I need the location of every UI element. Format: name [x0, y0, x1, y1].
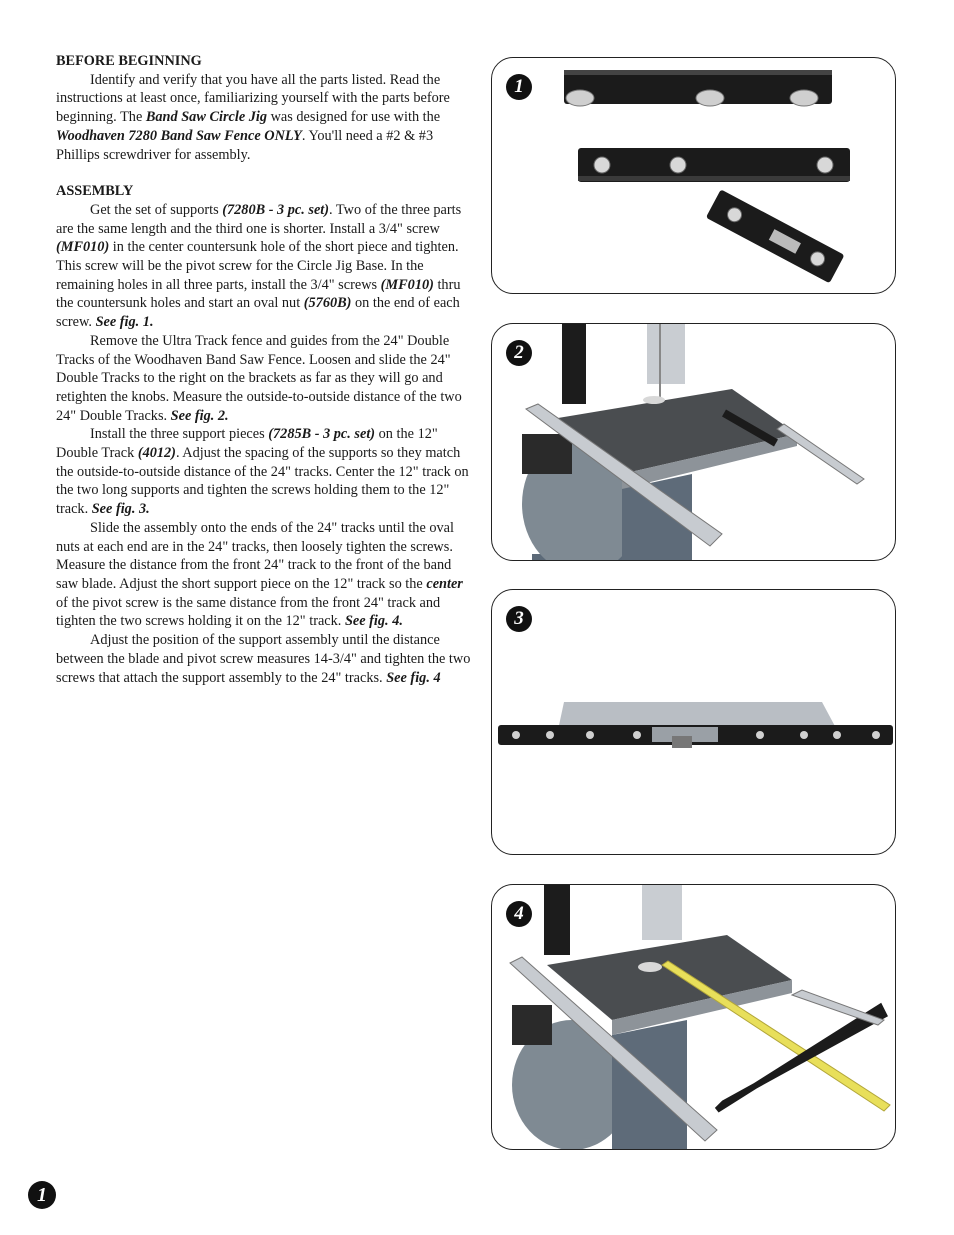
figure-4-photo: [492, 885, 896, 1150]
figure-1-photo: [492, 58, 896, 294]
figure-2-badge: 2: [506, 340, 532, 366]
before-beginning-paragraph: Identify and verify that you have all the parts listed. Read the instructions at least once, familiarizing yourself with the parts before beginning. The Band Saw Circle Jig was designed for use with the Woodhaven 7280 Band Saw Fence ONLY. You'll need a #2 & #3 Phillips screwdriver for assembly.: [56, 71, 450, 163]
figure-1-badge: 1: [506, 74, 532, 100]
assembly-heading: ASSEMBLY: [56, 183, 134, 200]
assembly-paragraph-5: Adjust the position of the support assembly until the distance between the blade and pivot screw measures 14-3/4" and tighten the two screws that attach the support assembly to the 24" tracks. See fig. 4: [56, 632, 471, 686]
figure-1-supports: [491, 57, 896, 294]
figure-3-support-assembly: [491, 589, 896, 855]
figure-4-measure-pivot: [491, 884, 896, 1150]
instructions-column: [56, 52, 476, 687]
assembly-paragraph-2: Remove the Ultra Track fence and guides from the 24" Double Tracks of the Woodhaven Band Saw Fence. Loosen and slide the 24" Double Tracks to the right on the brackets as far as they will go and retighten the knobs. Measure the outside-to-outside distance of the two 24" Double Tracks. See fig. 2.: [56, 332, 462, 424]
page-number-badge: 1: [28, 1181, 56, 1209]
assembly-paragraph-4: Slide the assembly onto the ends of the 24" tracks until the oval nuts at each end are in the 24" tracks, then loosely tighten the screws. Measure the distance from the front 24" track to the front of the band saw blade. Adjust the short support piece on the 12" track so the center of the pivot screw is the same distance from the front 24" track and tighten the two screws holding it on the 12" track. See fig. 4.: [56, 519, 463, 630]
figure-2-photo: [492, 324, 896, 561]
figure-4-badge: 4: [506, 901, 532, 927]
assembly-paragraph-3: Install the three support pieces (7285B - 3 pc. set) on the 12" Double Track (4012). Adjust the spacing of the supports so they match the outside-to-outside distance of the 24" tracks. Center the 12" track on the two long supports and tighten the screws holding them to the 12" track. See fig. 3.: [56, 426, 469, 518]
figure-2-bandsaw-tracks: [491, 323, 896, 561]
before-beginning-heading: BEFORE BEGINNING: [56, 53, 202, 69]
figure-3-photo: [492, 590, 896, 855]
figure-3-badge: 3: [506, 606, 532, 632]
assembly-paragraph-1: Get the set of supports (7280B - 3 pc. set). Two of the three parts are the same length and the third one is shorter. Install a 3/4" screw (MF010) in the center countersunk hole of the short piece and tighten. This screw will be the pivot screw for the Circle Jig Base. In the remaining holes in all three parts, install the 3/4" screws (MF010) thru the countersunk holes and start an oval nut (5760B) on the end of each screw. See fig. 1.: [56, 201, 462, 331]
